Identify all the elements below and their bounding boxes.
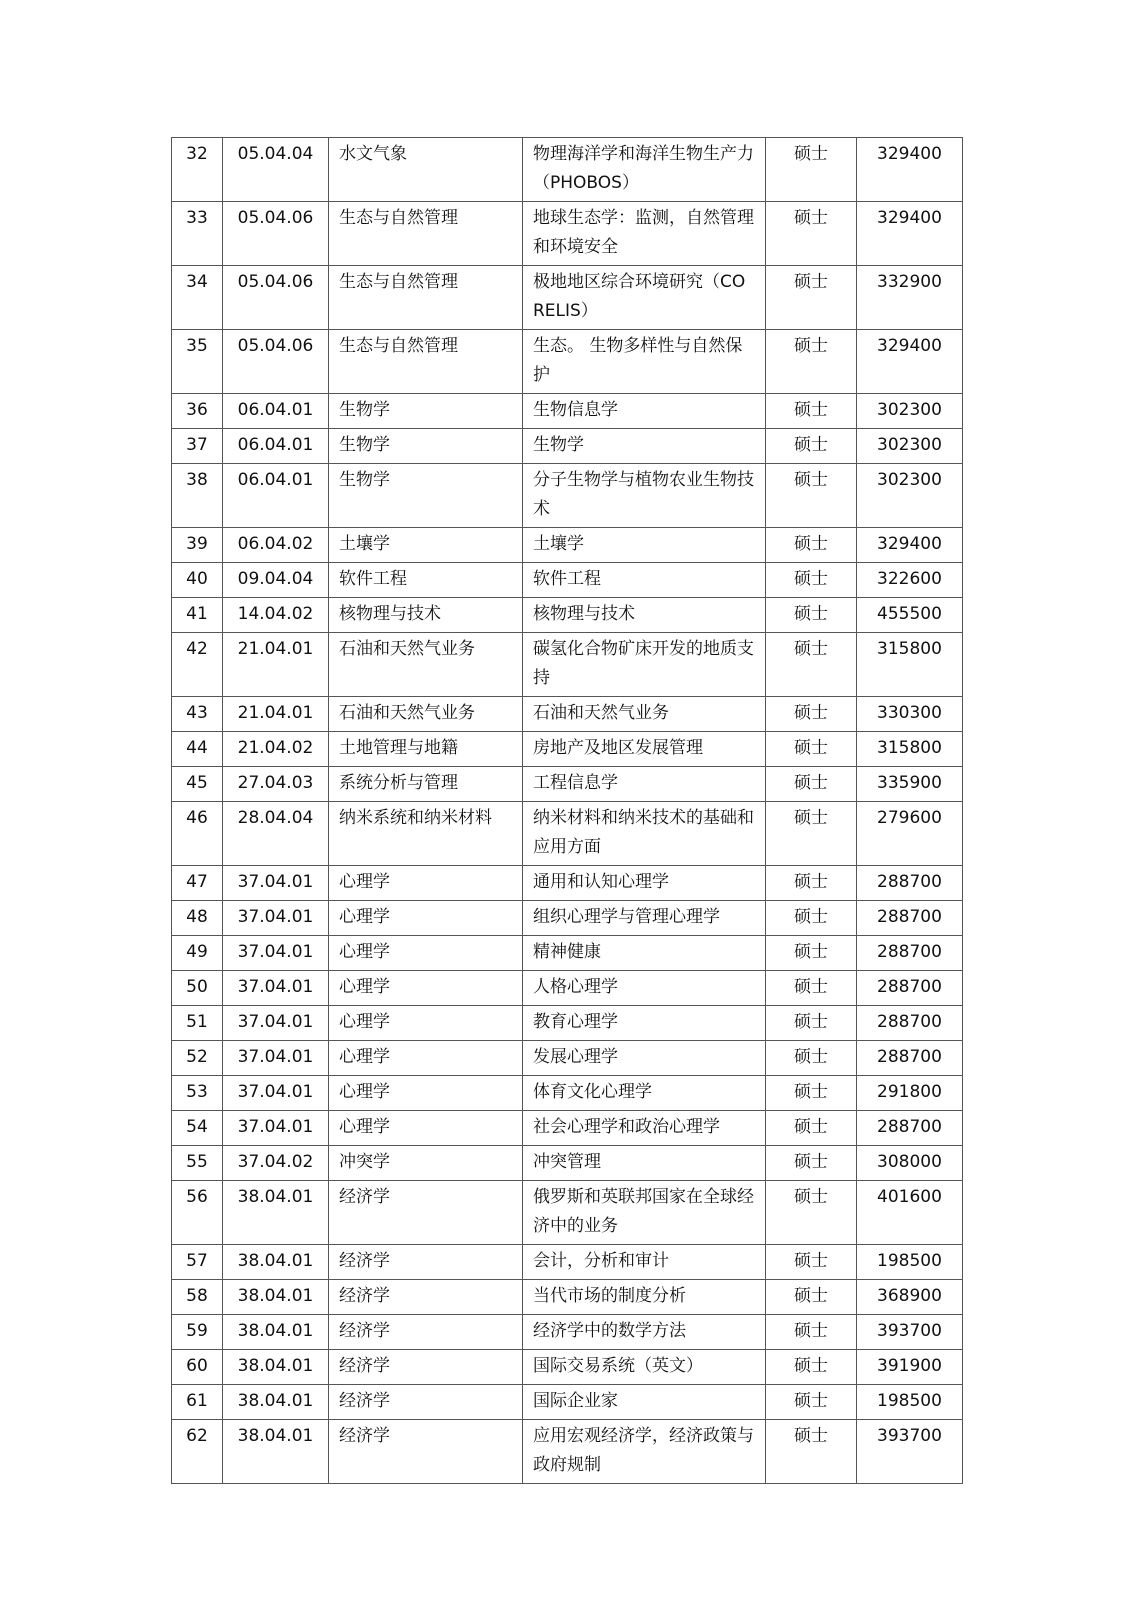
degree-cell: 硕士 (766, 138, 857, 202)
row-number-cell: 39 (172, 528, 223, 563)
degree-cell: 硕士 (766, 202, 857, 266)
row-number-cell: 52 (172, 1041, 223, 1076)
table-row (172, 1280, 963, 1315)
degree-cell: 硕士 (766, 1350, 857, 1385)
direction-code-cell: 14.04.02 (223, 598, 329, 633)
direction-name-cell: 经济学 (329, 1181, 523, 1245)
direction-code-cell: 38.04.01 (223, 1350, 329, 1385)
direction-code-cell: 21.04.02 (223, 732, 329, 767)
direction-code-cell: 37.04.01 (223, 866, 329, 901)
tuition-fee-cell: 288700 (857, 936, 963, 971)
direction-name-cell: 石油和天然气业务 (329, 633, 523, 697)
direction-name-cell: 冲突学 (329, 1146, 523, 1181)
tuition-fee-cell: 330300 (857, 697, 963, 732)
tuition-fee-cell: 329400 (857, 138, 963, 202)
row-number-cell: 35 (172, 330, 223, 394)
row-number-cell: 56 (172, 1181, 223, 1245)
table-row (172, 1315, 963, 1350)
table-row (172, 901, 963, 936)
tuition-fee-cell: 198500 (857, 1385, 963, 1420)
direction-name-cell: 软件工程 (329, 563, 523, 598)
program-name-cell: 人格心理学 (523, 971, 766, 1006)
program-name-cell: 土壤学 (523, 528, 766, 563)
direction-code-cell: 06.04.02 (223, 528, 329, 563)
degree-cell: 硕士 (766, 901, 857, 936)
degree-cell: 硕士 (766, 394, 857, 429)
table-row (172, 1146, 963, 1181)
tuition-fee-cell: 302300 (857, 429, 963, 464)
direction-code-cell: 37.04.01 (223, 1041, 329, 1076)
program-name-cell: 当代市场的制度分析 (523, 1280, 766, 1315)
row-number-cell: 33 (172, 202, 223, 266)
direction-name-cell: 核物理与技术 (329, 598, 523, 633)
program-name-cell: 社会心理学和政治心理学 (523, 1111, 766, 1146)
direction-code-cell: 06.04.01 (223, 394, 329, 429)
program-name-cell: 分子生物学与植物农业生物技术 (523, 464, 766, 528)
direction-code-cell: 05.04.06 (223, 266, 329, 330)
degree-cell: 硕士 (766, 1146, 857, 1181)
program-name-cell: 房地产及地区发展管理 (523, 732, 766, 767)
row-number-cell: 45 (172, 767, 223, 802)
tuition-fee-cell: 329400 (857, 528, 963, 563)
direction-name-cell: 经济学 (329, 1350, 523, 1385)
program-name-cell: 组织心理学与管理心理学 (523, 901, 766, 936)
table-row (172, 598, 963, 633)
degree-cell: 硕士 (766, 1076, 857, 1111)
program-name-cell: 软件工程 (523, 563, 766, 598)
row-number-cell: 58 (172, 1280, 223, 1315)
tuition-fee-cell: 198500 (857, 1245, 963, 1280)
program-name-cell: 地球生态学：监测，自然管理和环境安全 (523, 202, 766, 266)
program-name-cell: 教育心理学 (523, 1006, 766, 1041)
degree-cell: 硕士 (766, 1006, 857, 1041)
table-row (172, 633, 963, 697)
direction-code-cell: 37.04.02 (223, 1146, 329, 1181)
direction-code-cell: 09.04.04 (223, 563, 329, 598)
direction-code-cell: 28.04.04 (223, 802, 329, 866)
table-row (172, 563, 963, 598)
row-number-cell: 42 (172, 633, 223, 697)
degree-cell: 硕士 (766, 732, 857, 767)
program-name-cell: 俄罗斯和英联邦国家在全球经济中的业务 (523, 1181, 766, 1245)
degree-cell: 硕士 (766, 1245, 857, 1280)
table-row (172, 697, 963, 732)
degree-cell: 硕士 (766, 1315, 857, 1350)
program-name-cell: 国际交易系统（英文） (523, 1350, 766, 1385)
direction-name-cell: 心理学 (329, 901, 523, 936)
tuition-fee-cell: 291800 (857, 1076, 963, 1111)
degree-cell: 硕士 (766, 767, 857, 802)
degree-cell: 硕士 (766, 1280, 857, 1315)
tuition-fee-cell: 391900 (857, 1350, 963, 1385)
program-name-cell: 核物理与技术 (523, 598, 766, 633)
direction-name-cell: 经济学 (329, 1420, 523, 1484)
degree-cell: 硕士 (766, 528, 857, 563)
direction-code-cell: 38.04.01 (223, 1385, 329, 1420)
tuition-fee-cell: 393700 (857, 1420, 963, 1484)
tuition-fee-cell: 329400 (857, 202, 963, 266)
direction-name-cell: 系统分析与管理 (329, 767, 523, 802)
row-number-cell: 55 (172, 1146, 223, 1181)
tuition-fee-cell: 288700 (857, 971, 963, 1006)
table-row (172, 732, 963, 767)
direction-name-cell: 心理学 (329, 1041, 523, 1076)
tuition-fee-cell: 302300 (857, 394, 963, 429)
row-number-cell: 50 (172, 971, 223, 1006)
table-row (172, 802, 963, 866)
program-name-cell: 会计，分析和审计 (523, 1245, 766, 1280)
program-name-cell: 物理海洋学和海洋生物生产力（PHOBOS） (523, 138, 766, 202)
direction-name-cell: 土壤学 (329, 528, 523, 563)
direction-code-cell: 38.04.01 (223, 1315, 329, 1350)
table-row (172, 1111, 963, 1146)
degree-cell: 硕士 (766, 464, 857, 528)
direction-name-cell: 生物学 (329, 464, 523, 528)
tuition-fee-cell: 335900 (857, 767, 963, 802)
degree-cell: 硕士 (766, 1111, 857, 1146)
direction-name-cell: 心理学 (329, 936, 523, 971)
tuition-fee-cell: 322600 (857, 563, 963, 598)
row-number-cell: 32 (172, 138, 223, 202)
degree-cell: 硕士 (766, 802, 857, 866)
direction-name-cell: 生态与自然管理 (329, 266, 523, 330)
programs-table (171, 137, 963, 1484)
tuition-fee-cell: 368900 (857, 1280, 963, 1315)
direction-code-cell: 38.04.01 (223, 1280, 329, 1315)
row-number-cell: 34 (172, 266, 223, 330)
direction-name-cell: 生态与自然管理 (329, 330, 523, 394)
degree-cell: 硕士 (766, 1420, 857, 1484)
row-number-cell: 59 (172, 1315, 223, 1350)
tuition-fee-cell: 288700 (857, 866, 963, 901)
program-name-cell: 体育文化心理学 (523, 1076, 766, 1111)
row-number-cell: 61 (172, 1385, 223, 1420)
degree-cell: 硕士 (766, 1181, 857, 1245)
program-name-cell: 通用和认知心理学 (523, 866, 766, 901)
program-name-cell: 工程信息学 (523, 767, 766, 802)
row-number-cell: 60 (172, 1350, 223, 1385)
direction-name-cell: 经济学 (329, 1280, 523, 1315)
direction-name-cell: 心理学 (329, 971, 523, 1006)
direction-name-cell: 经济学 (329, 1315, 523, 1350)
tuition-fee-cell: 455500 (857, 598, 963, 633)
direction-code-cell: 05.04.06 (223, 330, 329, 394)
table-row (172, 1385, 963, 1420)
direction-name-cell: 水文气象 (329, 138, 523, 202)
table-row (172, 202, 963, 266)
program-name-cell: 经济学中的数学方法 (523, 1315, 766, 1350)
direction-code-cell: 21.04.01 (223, 697, 329, 732)
tuition-fee-cell: 332900 (857, 266, 963, 330)
table-row (172, 464, 963, 528)
table-body (172, 138, 963, 1484)
program-name-cell: 极地地区综合环境研究（CORELIS） (523, 266, 766, 330)
tuition-fee-cell: 302300 (857, 464, 963, 528)
row-number-cell: 40 (172, 563, 223, 598)
row-number-cell: 36 (172, 394, 223, 429)
program-name-cell: 国际企业家 (523, 1385, 766, 1420)
table-row (172, 266, 963, 330)
table-row (172, 138, 963, 202)
direction-name-cell: 生态与自然管理 (329, 202, 523, 266)
degree-cell: 硕士 (766, 266, 857, 330)
degree-cell: 硕士 (766, 697, 857, 732)
table-row (172, 1420, 963, 1484)
degree-cell: 硕士 (766, 429, 857, 464)
degree-cell: 硕士 (766, 971, 857, 1006)
direction-code-cell: 37.04.01 (223, 971, 329, 1006)
direction-code-cell: 37.04.01 (223, 936, 329, 971)
row-number-cell: 49 (172, 936, 223, 971)
program-name-cell: 生物学 (523, 429, 766, 464)
direction-name-cell: 心理学 (329, 1111, 523, 1146)
degree-cell: 硕士 (766, 866, 857, 901)
table-row (172, 330, 963, 394)
program-name-cell: 冲突管理 (523, 1146, 766, 1181)
degree-cell: 硕士 (766, 1385, 857, 1420)
degree-cell: 硕士 (766, 936, 857, 971)
direction-code-cell: 37.04.01 (223, 901, 329, 936)
degree-cell: 硕士 (766, 633, 857, 697)
program-name-cell: 发展心理学 (523, 1041, 766, 1076)
tuition-fee-cell: 315800 (857, 633, 963, 697)
program-name-cell: 生物信息学 (523, 394, 766, 429)
table-row (172, 971, 963, 1006)
direction-name-cell: 生物学 (329, 394, 523, 429)
direction-code-cell: 06.04.01 (223, 429, 329, 464)
direction-name-cell: 纳米系统和纳米材料 (329, 802, 523, 866)
table-row (172, 1350, 963, 1385)
direction-code-cell: 38.04.01 (223, 1181, 329, 1245)
direction-name-cell: 土地管理与地籍 (329, 732, 523, 767)
row-number-cell: 43 (172, 697, 223, 732)
row-number-cell: 53 (172, 1076, 223, 1111)
program-name-cell: 生态。 生物多样性与自然保护 (523, 330, 766, 394)
tuition-fee-cell: 393700 (857, 1315, 963, 1350)
direction-name-cell: 石油和天然气业务 (329, 697, 523, 732)
direction-name-cell: 生物学 (329, 429, 523, 464)
program-name-cell: 精神健康 (523, 936, 766, 971)
direction-code-cell: 27.04.03 (223, 767, 329, 802)
tuition-fee-cell: 288700 (857, 1041, 963, 1076)
table-row (172, 1006, 963, 1041)
table-row (172, 528, 963, 563)
table-row (172, 394, 963, 429)
table-row (172, 1076, 963, 1111)
row-number-cell: 47 (172, 866, 223, 901)
row-number-cell: 51 (172, 1006, 223, 1041)
direction-code-cell: 37.04.01 (223, 1111, 329, 1146)
tuition-fee-cell: 288700 (857, 901, 963, 936)
direction-code-cell: 38.04.01 (223, 1420, 329, 1484)
direction-name-cell: 经济学 (329, 1245, 523, 1280)
direction-code-cell: 21.04.01 (223, 633, 329, 697)
row-number-cell: 48 (172, 901, 223, 936)
row-number-cell: 57 (172, 1245, 223, 1280)
table-row (172, 1245, 963, 1280)
table-row (172, 866, 963, 901)
table-row (172, 1181, 963, 1245)
row-number-cell: 62 (172, 1420, 223, 1484)
direction-code-cell: 37.04.01 (223, 1006, 329, 1041)
table-row (172, 767, 963, 802)
table-row (172, 936, 963, 971)
tuition-fee-cell: 329400 (857, 330, 963, 394)
row-number-cell: 46 (172, 802, 223, 866)
tuition-fee-cell: 288700 (857, 1006, 963, 1041)
program-name-cell: 石油和天然气业务 (523, 697, 766, 732)
table-row (172, 429, 963, 464)
direction-code-cell: 05.04.04 (223, 138, 329, 202)
row-number-cell: 54 (172, 1111, 223, 1146)
degree-cell: 硕士 (766, 563, 857, 598)
program-name-cell: 碳氢化合物矿床开发的地质支持 (523, 633, 766, 697)
row-number-cell: 41 (172, 598, 223, 633)
direction-code-cell: 37.04.01 (223, 1076, 329, 1111)
degree-cell: 硕士 (766, 598, 857, 633)
program-name-cell: 应用宏观经济学，经济政策与政府规制 (523, 1420, 766, 1484)
direction-name-cell: 经济学 (329, 1385, 523, 1420)
tuition-fee-cell: 279600 (857, 802, 963, 866)
tuition-fee-cell: 401600 (857, 1181, 963, 1245)
direction-name-cell: 心理学 (329, 866, 523, 901)
direction-name-cell: 心理学 (329, 1076, 523, 1111)
degree-cell: 硕士 (766, 1041, 857, 1076)
program-name-cell: 纳米材料和纳米技术的基础和应用方面 (523, 802, 766, 866)
row-number-cell: 44 (172, 732, 223, 767)
degree-cell: 硕士 (766, 330, 857, 394)
tuition-fee-cell: 288700 (857, 1111, 963, 1146)
table-row (172, 1041, 963, 1076)
direction-name-cell: 心理学 (329, 1006, 523, 1041)
row-number-cell: 38 (172, 464, 223, 528)
tuition-fee-cell: 308000 (857, 1146, 963, 1181)
row-number-cell: 37 (172, 429, 223, 464)
direction-code-cell: 05.04.06 (223, 202, 329, 266)
direction-code-cell: 06.04.01 (223, 464, 329, 528)
tuition-fee-cell: 315800 (857, 732, 963, 767)
direction-code-cell: 38.04.01 (223, 1245, 329, 1280)
